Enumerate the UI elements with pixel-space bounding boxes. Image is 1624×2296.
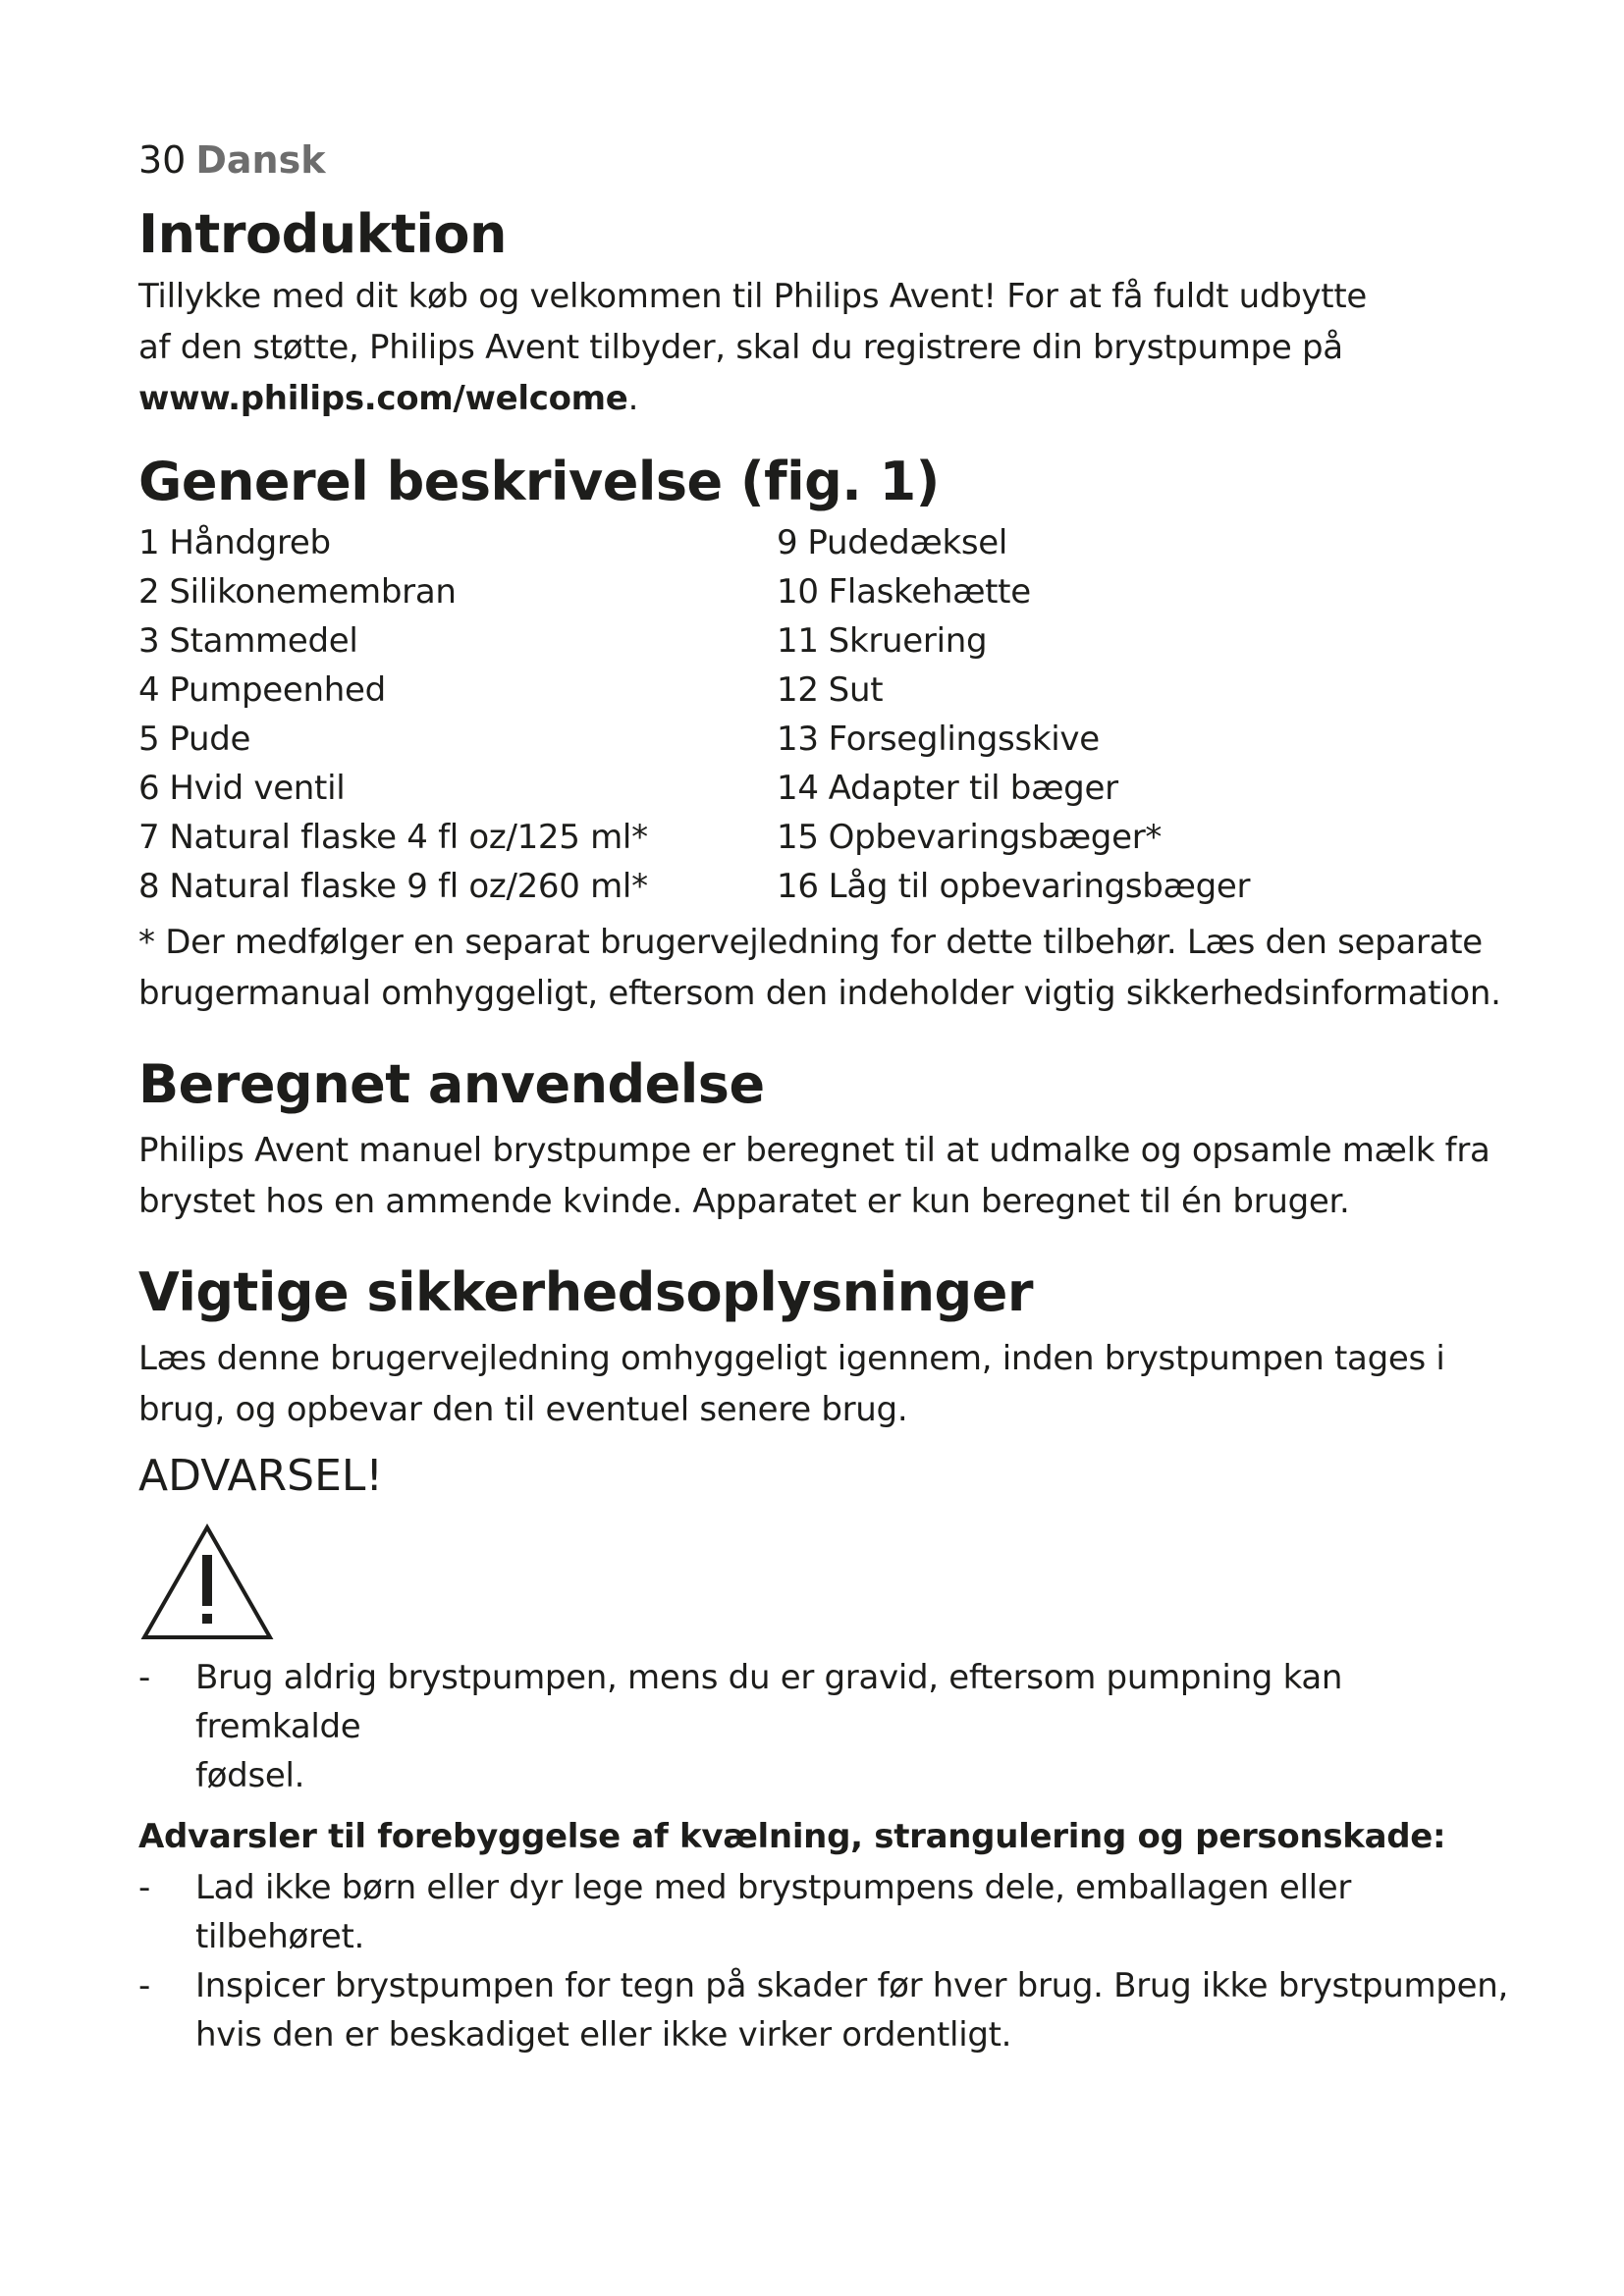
part-number: 12 [777,670,819,710]
introduction-line-1: Tillykke med dit køb og velkommen til Philips Avent! For at få fuldt udbytte [138,277,1367,316]
part-item [777,518,1250,567]
part-label: Pudedæksel [807,523,1008,562]
parts-column-left [138,518,777,911]
part-number: 14 [777,769,819,808]
part-item [138,862,777,911]
warning-triangle-icon [138,1522,276,1643]
language-label: Dansk [195,138,326,182]
warning-item-line-2: fødsel. [195,1756,305,1795]
part-item [138,666,777,715]
part-item [777,862,1250,911]
introduction-title: Introduktion [138,203,507,265]
part-number: 2 [138,572,160,612]
part-label: Opbevaringsbæger* [828,818,1163,857]
part-number: 3 [138,621,160,661]
part-label: Stammedel [169,621,358,661]
part-number: 5 [138,720,160,759]
part-label: Silikonemembran [169,572,457,612]
part-label: Forseglingsskive [828,720,1100,759]
page-header [138,135,1513,185]
introduction-url-line [138,373,1513,424]
intended-use-line-1: Philips Avent manuel brystpumpe er beregnet til at udmalke og opsamle mælk fra [138,1131,1490,1170]
part-number: 11 [777,621,819,661]
safety-title: Vigtige sikkerhedsoplysninger [138,1261,1033,1323]
prevention-list [138,1863,1513,2059]
warning-title: ADVARSEL! [138,1451,384,1501]
part-label: Låg til opbevaringsbæger [828,867,1251,906]
warning-item [138,1653,1513,1800]
part-number: 6 [138,769,160,808]
part-label: Adapter til bæger [828,769,1118,808]
footnote-line-2: brugermanual omhyggeligt, eftersom den indeholder vigtig sikkerhedsinformation. [138,974,1501,1013]
intended-use-section [138,1052,1513,1227]
part-label: Natural flaske 4 fl oz/125 ml* [169,818,648,857]
part-label: Flaskehætte [828,572,1031,612]
parts-list [138,518,1513,911]
part-item [138,715,777,764]
url-suffix: . [627,379,639,418]
part-item [138,764,777,813]
part-item [777,715,1250,764]
part-label: Håndgreb [169,523,331,562]
part-number: 15 [777,818,819,857]
part-item [777,813,1250,862]
safety-line-2: brug, og opbevar den til eventuel senere brug. [138,1390,908,1429]
introduction-line-2: af den støtte, Philips Avent tilbyder, skal du registrere din brystpumpe på [138,328,1343,367]
parts-column-right [777,518,1250,911]
part-label: Sut [828,670,884,710]
general-description-section [138,450,1513,1019]
prevention-item-line-2: tilbehøret. [195,1917,365,1956]
dash-bullet: - [138,1658,150,1697]
safety-section [138,1260,1513,2059]
part-item [777,666,1250,715]
part-number: 9 [777,523,798,562]
part-label: Pumpeenhed [169,670,386,710]
safety-line-1: Læs denne brugervejledning omhyggeligt igennem, inden brystpumpen tages i [138,1339,1445,1378]
part-number: 8 [138,867,160,906]
part-item [138,616,777,666]
part-item [777,567,1250,616]
general-description-title: Generel beskrivelse (fig. 1) [138,451,940,512]
intended-use-title: Beregnet anvendelse [138,1053,765,1115]
prevention-item-line-1: Lad ikke børn eller dyr lege med brystpumpens dele, emballagen eller [195,1868,1352,1907]
part-item [138,567,777,616]
part-number: 16 [777,867,819,906]
dash-bullet: - [138,1966,150,2005]
warning-item-line-1: Brug aldrig brystpumpen, mens du er gravid, eftersom pumpning kan fremkalde [195,1658,1343,1746]
prevention-item-line-1: Inspicer brystpumpen for tegn på skader før hver brug. Brug ikke brystpumpen, [195,1966,1509,2005]
intended-use-line-2: brystet hos en ammende kvinde. Apparatet er kun beregnet til én bruger. [138,1182,1350,1221]
part-number: 4 [138,670,160,710]
manual-page [138,135,1513,2059]
part-number: 13 [777,720,819,759]
prevention-item-line-2: hvis den er beskadiget eller ikke virker ordentligt. [195,2015,1012,2055]
part-label: Pude [169,720,251,759]
footnote-line-1: * Der medfølger en separat brugervejledning for dette tilbehør. Læs den separate [138,923,1483,962]
introduction-section [138,202,1513,424]
part-label: Hvid ventil [169,769,346,808]
welcome-url-link[interactable]: www.philips.com/welcome [138,379,628,418]
part-number: 7 [138,818,160,857]
part-item [777,616,1250,666]
prevention-item [138,1961,1513,2059]
dash-bullet: - [138,1868,150,1907]
part-item [138,813,777,862]
part-label: Natural flaske 9 fl oz/260 ml* [169,867,648,906]
page-number: 30 [138,138,187,182]
part-label: Skruering [828,621,988,661]
part-number: 1 [138,523,160,562]
part-item [777,764,1250,813]
prevention-subheading: Advarsler til forebyggelse af kvælning, strangulering og personskade: [138,1817,1446,1856]
part-item [138,518,777,567]
prevention-item [138,1863,1513,1961]
part-number: 10 [777,572,819,612]
warning-list [138,1653,1513,1800]
